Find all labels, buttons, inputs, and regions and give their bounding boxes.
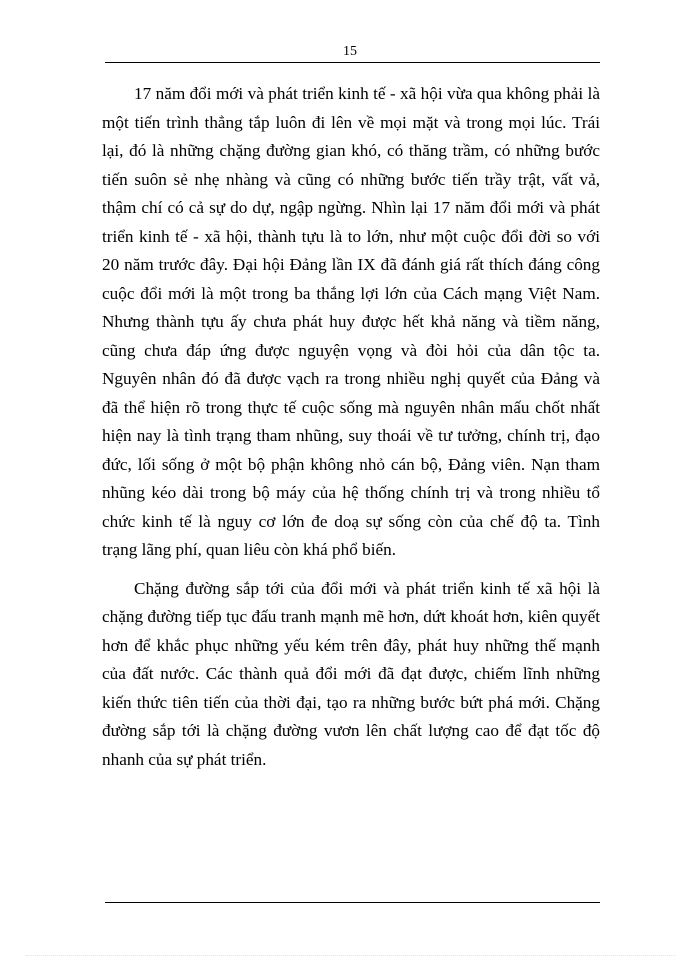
page-edge-dots <box>26 955 676 956</box>
body-text <box>102 80 600 774</box>
header-rule <box>105 62 600 63</box>
paragraph-2: Chặng đường sắp tới của đổi mới và phát triển kinh tế xã hội là chặng đường tiếp tục đấu tranh mạnh mẽ hơn, dứt khoát hơn, kiên quyết hơn để khắc phục những yếu kém trên đây, phát huy những thế mạnh của đất nước. Các thành quả đổi mới đã đạt được, chiếm lĩnh những kiến thức tiên tiến của thời đại, tạo ra những bước bứt phá mới. Chặng đường sắp tới là chặng đường vươn lên chất lượng cao để đạt tốc độ nhanh của sự phát triển. <box>102 578 600 769</box>
paragraph-1: 17 năm đổi mới và phát triển kinh tế - xã hội vừa qua không phải là một tiến trình thẳng tắp luôn đi lên về mọi mặt và trong mọi lúc. Trái lại, đó là những chặng đường gian khó, có thăng trầm, có những bước tiến suôn sẻ nhẹ nhàng và cũng có những bước tiến trầy trật, vất vả, thậm chí có cả sự do dự, ngập ngừng. Nhìn lại 17 năm đổi mới và phát triển kinh tế - xã hội, thành tựu là to lớn, như một cuộc đổi đời so với 20 năm trước đây. Đại hội Đảng lần IX đã đánh giá rất thích đáng công cuộc đổi mới là một trong ba thắng lợi lớn của Cách mạng Việt Nam. Nhưng thành tựu ấy chưa phát huy được hết khả năng và tiềm năng, cũng chưa đáp ứng được nguyện vọng và đòi hỏi của dân tộc ta. Nguyên nhân đó đã được vạch ra trong nhiều nghị quyết của Đảng và đã thể hiện rõ trong thực tế cuộc sống mà nguyên nhân mấu chốt nhất hiện nay là tình trạng tham nhũng, suy thoái về tư tưởng, chính trị, đạo đức, lối sống ở một bộ phận không nhỏ cán bộ, Đảng viên. Nạn tham nhũng kéo dài trong bộ máy của hệ thống chính trị và trong nhiều tổ chức kinh tế là nguy cơ lớn đe doạ sự sống còn của chế độ ta. Tình trạng lãng phí, quan liêu còn khá phổ biến. <box>102 84 600 559</box>
footer-rule <box>105 902 600 903</box>
page-number: 15 <box>343 44 357 59</box>
